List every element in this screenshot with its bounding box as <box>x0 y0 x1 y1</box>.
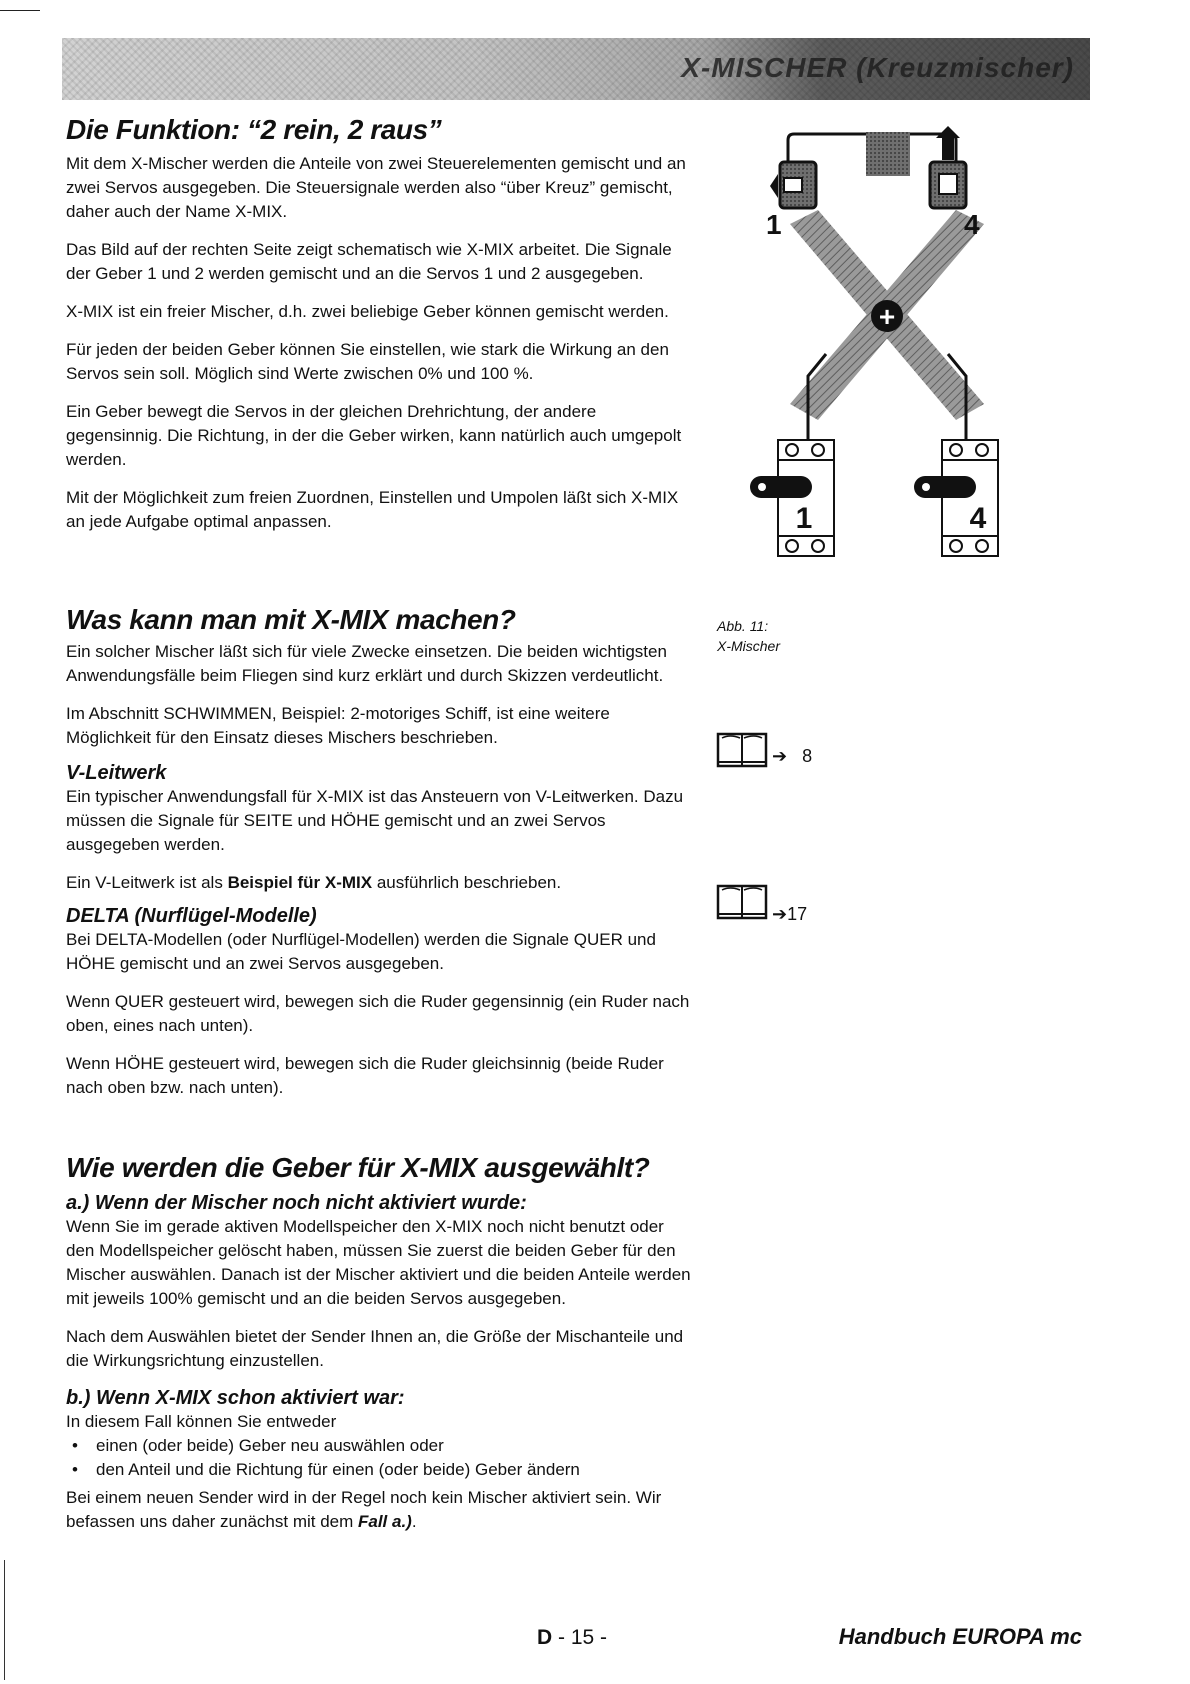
subheading-a: a.) Wenn der Mischer noch nicht aktiviert wurde: <box>66 1192 527 1214</box>
paragraph: Das Bild auf der rechten Seite zeigt schematisch wie X-MIX arbeitet. Die Signale der Geber 1 und 2 werden gemischt und an die Servos 1 und 2 ausgegeben. <box>66 240 672 283</box>
arrow-left-icon <box>770 174 778 198</box>
section-usage <box>66 604 691 636</box>
list-item: • einen (oder beide) Geber neu auswählen oder <box>96 1434 691 1458</box>
bullet-list <box>66 1434 691 1482</box>
section-title-function: Die Funktion: “2 rein, 2 raus” <box>66 114 442 145</box>
paragraph: In diesem Fall können Sie entweder <box>66 1412 337 1431</box>
figure-caption <box>717 616 780 656</box>
paragraph: Wenn QUER gesteuert wird, bewegen sich die Ruder gegensinnig (ein Ruder nach oben, eines nach unten). <box>66 992 690 1035</box>
x-mixer-diagram <box>766 124 1010 610</box>
section-usage-body <box>66 640 691 1100</box>
paragraph: Bei DELTA-Modellen (oder Nurflügel-Modellen) werden die Signale QUER und HÖHE gemischt und an zwei Servos ausgegeben. <box>66 930 656 973</box>
paragraph: Ein solcher Mischer läßt sich für viele Zwecke einsetzen. Die beiden wichtigsten Anwendungsfälle beim Fliegen sind kurz erklärt und durch Skizzen verdeutlicht. <box>66 642 667 685</box>
paragraph: Im Abschnitt SCHWIMMEN, Beispiel: 2-motoriges Schiff, ist eine weitere Möglichkeit für den Einsatz dieses Mischers beschrieben. <box>66 704 610 747</box>
subheading-v-leitwerk: V-Leitwerk <box>66 762 167 784</box>
servo-right-label: 4 <box>969 502 987 535</box>
geber-right-label: 4 <box>964 209 980 240</box>
paragraph: Ein typischer Anwendungsfall für X-MIX ist das Ansteuern von V-Leitwerken. Dazu müssen die Signale für SEITE und HÖHE gemischt und an zwei Servos ausgegeben werden. <box>66 787 684 854</box>
section-select <box>66 1152 691 1184</box>
paragraph: Wenn Sie im gerade aktiven Modellspeicher den X-MIX noch nicht benutzt oder den Modellspeicher gelöscht haben, müssen Sie zuerst die beiden Geber für den Mischer auswählen. Danach ist der Mischer aktiviert und die beiden Anteile werden mit jeweils 100% gemischt und an die beiden Servos ausgegeben. <box>66 1217 691 1308</box>
paragraph: Nach dem Auswählen bietet der Sender Ihnen an, die Größe der Mischanteile und die Wirkungsrichtung einzustellen. <box>66 1327 684 1370</box>
bold-italic-run: Fall a.) <box>358 1512 412 1531</box>
paragraph-outro <box>66 1486 691 1534</box>
section-function <box>66 114 691 146</box>
arrow-right-icon: ➔ <box>772 746 788 766</box>
geber-left-label: 1 <box>766 209 782 240</box>
text-run: . <box>411 1512 417 1531</box>
corner-mark <box>0 10 40 11</box>
ref-page: 8 <box>802 746 813 766</box>
list-item: • den Anteil und die Richtung für einen (oder beide) Geber ändern <box>96 1458 691 1482</box>
paragraph: X-MIX ist ein freier Mischer, d.h. zwei beliebige Geber können gemischt werden. <box>66 302 669 321</box>
plus-label: + <box>878 301 896 332</box>
paragraph: Ein Geber bewegt die Servos in der gleichen Drehrichtung, der andere gegensinnig. Die Richtung, in der die Geber wirken, kann natürlich auch umgepolt werden. <box>66 402 682 469</box>
banner-title: X-MISCHER (Kreuzmischer) <box>681 52 1074 83</box>
book-icon <box>716 882 770 922</box>
subheading-b: b.) Wenn X-MIX schon aktiviert war: <box>66 1387 405 1409</box>
page-prefix: D <box>537 1626 553 1649</box>
page-number-text: - 15 - <box>552 1626 608 1649</box>
page-number <box>537 1626 607 1650</box>
section-function-body <box>66 152 691 534</box>
section-title-select: Wie werden die Geber für X-MIX ausgewählt? <box>66 1152 650 1183</box>
footer-title: Handbuch EUROPA mc <box>838 1624 1082 1649</box>
servo-left-label: 1 <box>795 502 813 535</box>
text-run: ausführlich beschrieben. <box>372 873 562 892</box>
servo-right-icon <box>914 440 998 556</box>
book-ref-8 <box>772 746 812 767</box>
servo-left-icon <box>750 440 834 556</box>
subheading-delta: DELTA (Nurflügel-Modelle) <box>66 905 317 927</box>
page-edge-line <box>4 1560 5 1680</box>
arrow-up-icon <box>936 126 960 138</box>
section-select-body <box>66 1192 691 1534</box>
paragraph: Wenn HÖHE gesteuert wird, bewegen sich die Ruder gleichsinnig (beide Ruder nach oben bzw. nach unten). <box>66 1054 664 1097</box>
paragraph: Für jeden der beiden Geber können Sie einstellen, wie stark die Wirkung an den Servos sein soll. Möglich sind Werte zwischen 0% und 100 %. <box>66 340 669 383</box>
book-icon <box>716 730 770 770</box>
paragraph-v-leitwerk-ref <box>66 871 691 895</box>
center-transmitter-box <box>866 132 910 176</box>
paragraph: Mit der Möglichkeit zum freien Zuordnen, Einstellen und Umpolen läßt sich X-MIX an jede Aufgabe optimal anpassen. <box>66 488 679 531</box>
arrow-right-icon: ➔ <box>772 904 788 924</box>
text-run: Bei einem neuen Sender wird in der Regel noch kein Mischer aktiviert sein. Wir befassen uns daher zunächst mit dem <box>66 1488 662 1531</box>
book-ref-17 <box>772 904 807 925</box>
section-title-usage: Was kann man mit X-MIX machen? <box>66 604 516 635</box>
text-run: Ein V-Leitwerk ist als <box>66 873 228 892</box>
caption-line: X-Mischer <box>717 638 781 654</box>
caption-line: Abb. 11: <box>717 618 769 634</box>
ref-page: 17 <box>787 904 808 924</box>
bold-run: Beispiel für X-MIX <box>227 873 373 892</box>
header-banner <box>62 38 1090 100</box>
paragraph: Mit dem X-Mischer werden die Anteile von zwei Steuerelementen gemischt und an zwei Servos ausgegeben. Die Steuersignale werden also “über Kreuz” gemischt, daher auch der Name X-MIX. <box>66 154 686 221</box>
